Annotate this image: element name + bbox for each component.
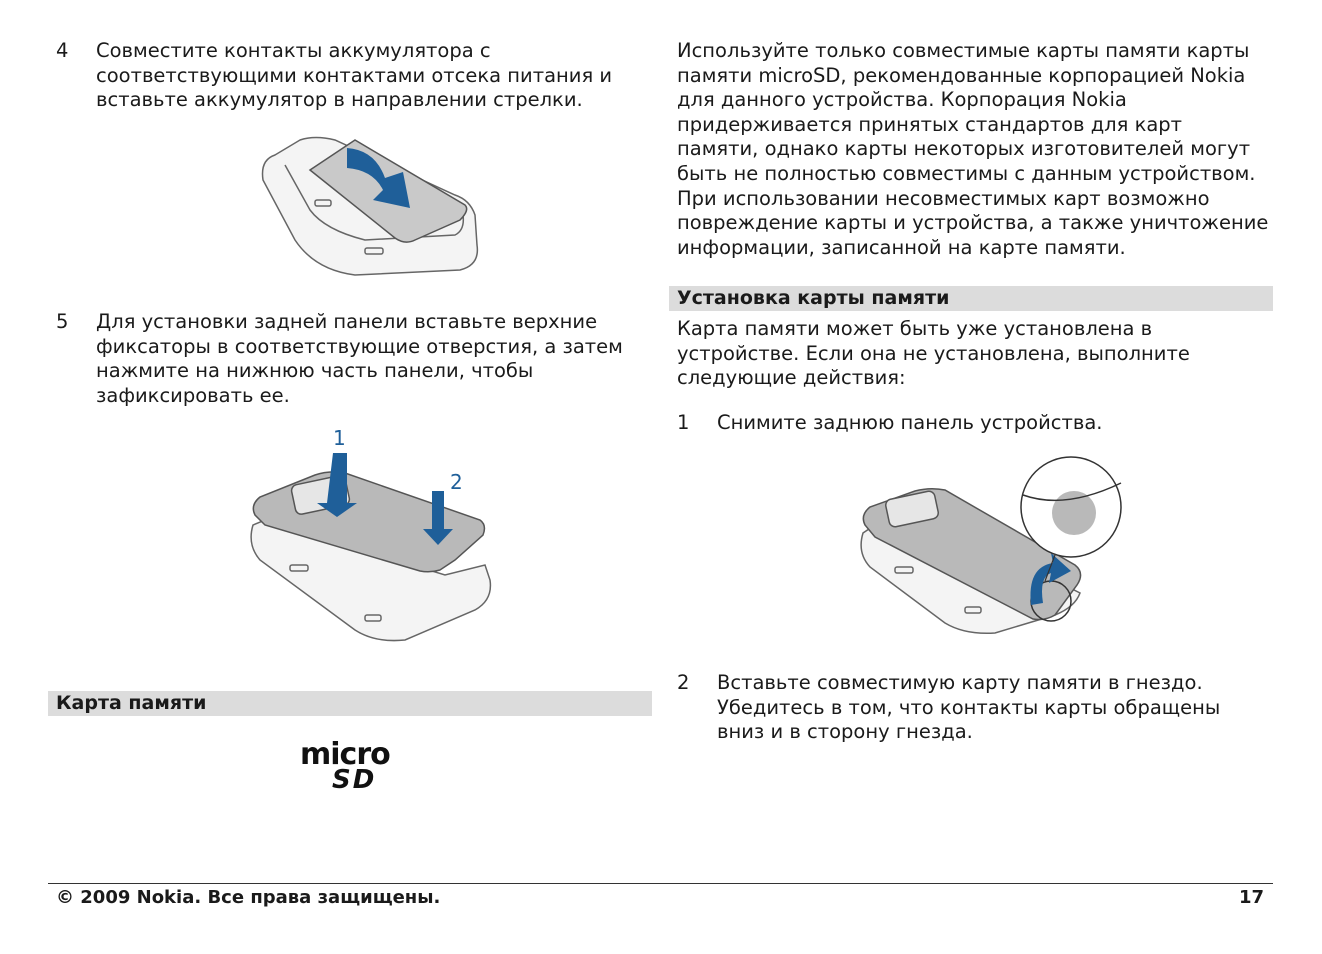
step-number: 5 xyxy=(56,310,69,333)
page-number: 17 xyxy=(1238,887,1264,908)
step-text: Совместите контакты аккумулятора с соответствующими контактами отсека питания и вставьте аккумулятор в направлении стрелки. xyxy=(96,39,613,112)
footer-divider xyxy=(48,883,1273,884)
microsd-logo xyxy=(298,736,406,792)
step-text: Вставьте совместимую карту памяти в гнездо. Убедитесь в том, что контакты карты обращены вниз и в сторону гнезда. xyxy=(717,671,1221,744)
copyright-text: © 2009 Nokia. Все права защищены. xyxy=(56,887,441,908)
step-number: 2 xyxy=(677,671,690,694)
install-intro: Карта памяти может быть уже установлена в устройстве. Если она не установлена, выполните следующие действия: xyxy=(677,317,1190,390)
compatibility-warning: Используйте только совместимые карты памяти карты памяти microSD, рекомендованные корпорацией Nokia для данного устройства. Корпорация Nokia придерживается принятых стандартов для карт памяти, однако карты некоторых изготовителей могут быть не полностью совместимы с данным устройством. При использовании несовместимых карт возможно повреждение карты и устройства, а также уничтожение информации, записанной на карте памяти. xyxy=(677,39,1269,259)
remove-cover-illustration xyxy=(855,455,1127,645)
step-text: Для установки задней панели вставьте верхние фиксаторы в соответствующие отверстия, а затем нажмите на нижнюю часть панели, чтобы зафиксировать ее. xyxy=(96,310,623,407)
step-number: 4 xyxy=(56,39,69,62)
memory-card-heading: Карта памяти xyxy=(48,691,652,716)
step-number: 1 xyxy=(677,411,690,434)
step-text: Снимите заднюю панель устройства. xyxy=(717,411,1103,434)
logo-micro-text: micro xyxy=(300,737,390,772)
callout-2-label: 2 xyxy=(450,470,463,494)
back-cover-illustration xyxy=(245,425,495,650)
callout-1-label: 1 xyxy=(333,426,346,450)
install-memory-card-heading: Установка карты памяти xyxy=(669,286,1273,311)
release-tab-detail xyxy=(1052,491,1096,535)
battery-insert-illustration xyxy=(255,130,490,285)
logo-sd-text: SD xyxy=(332,765,377,792)
